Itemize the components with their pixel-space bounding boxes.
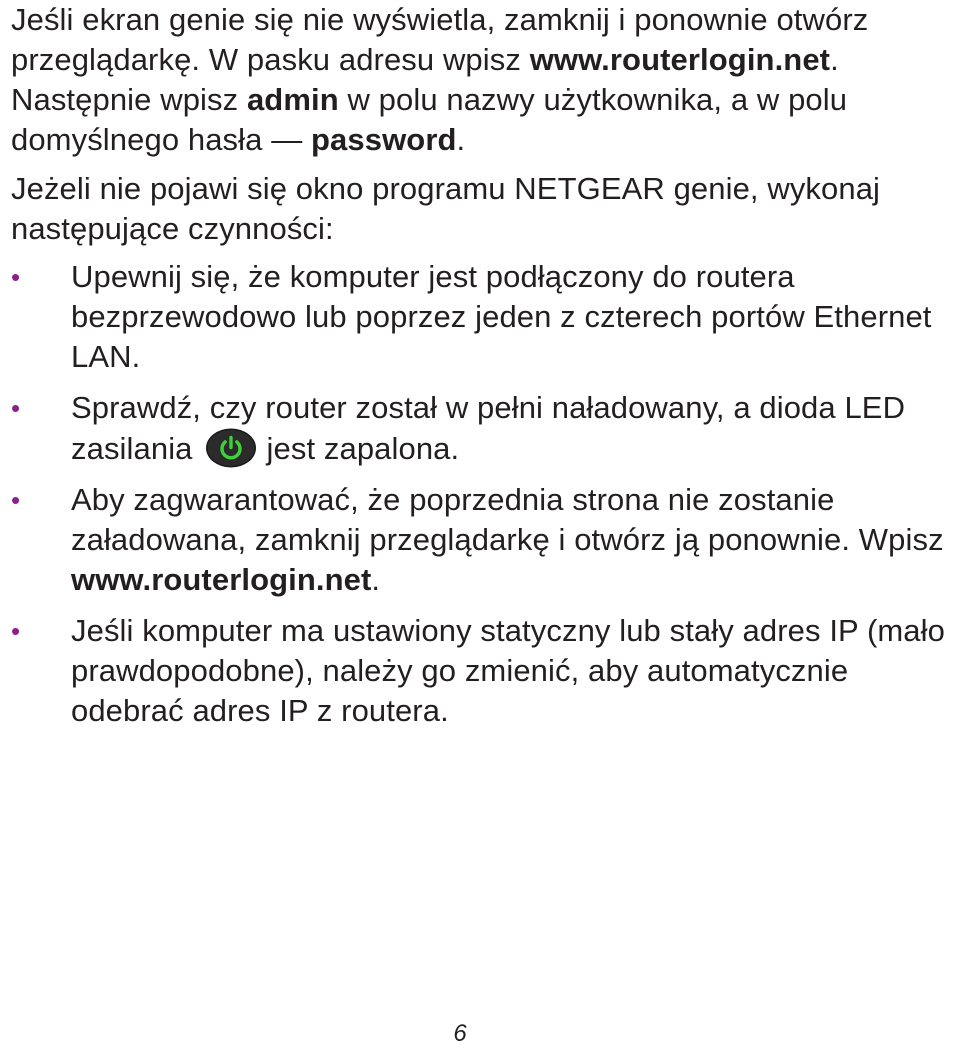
troubleshoot-intro: Jeżeli nie pojawi się okno programu NETGEAR genie, wykonaj następujące czynności:	[11, 171, 881, 246]
bullet-text: Aby zagwarantować, że poprzednia strona nie zostanie załadowana, zamknij przeglądarkę i otwórz ją ponownie. Wpisz	[71, 482, 944, 557]
troubleshoot-list	[0, 257, 960, 742]
intro-text-1: Jeśli ekran genie się nie wyświetla, zamknij i ponownie otwórz przeglądarkę. W pasku adresu wpisz	[11, 2, 869, 77]
bullet-icon: •	[11, 485, 21, 515]
router-url: www.routerlogin.net	[529, 42, 831, 77]
intro-paragraph	[11, 0, 956, 160]
power-led-icon	[205, 428, 257, 468]
bullet-text: Upewnij się, że komputer jest podłączony do routera bezprzewodowo lub poprzez jeden z czterech portów Ethernet LAN.	[71, 259, 932, 374]
bullet-text-end: .	[371, 562, 381, 597]
intro-text-3: w polu nazwy użytkownika, a w polu domyślnego hasła —	[11, 82, 848, 157]
default-username: admin	[246, 82, 339, 117]
list-item	[0, 611, 960, 731]
default-password: password	[311, 122, 457, 157]
intro-text-2: . Następnie wpisz	[11, 42, 839, 117]
bullet-icon: •	[11, 393, 21, 423]
list-item	[0, 388, 960, 469]
bullet-icon: •	[11, 262, 21, 292]
router-url: www.routerlogin.net	[71, 562, 372, 597]
bullet-text: Jeśli komputer ma ustawiony statyczny lub stały adres IP (mało prawdopodobne), należy go zmienić, aby automatycznie odebrać adres IP z routera.	[71, 613, 945, 728]
intro-text-4: .	[456, 122, 466, 157]
list-item	[0, 480, 960, 600]
bullet-text: Sprawdź, czy router został w pełni naładowany, a dioda LED zasilania	[71, 390, 906, 466]
page-number: 6	[453, 1020, 467, 1047]
list-item	[0, 257, 960, 377]
bullet-icon: •	[11, 616, 21, 646]
bullet-text-end: jest zapalona.	[266, 431, 460, 466]
